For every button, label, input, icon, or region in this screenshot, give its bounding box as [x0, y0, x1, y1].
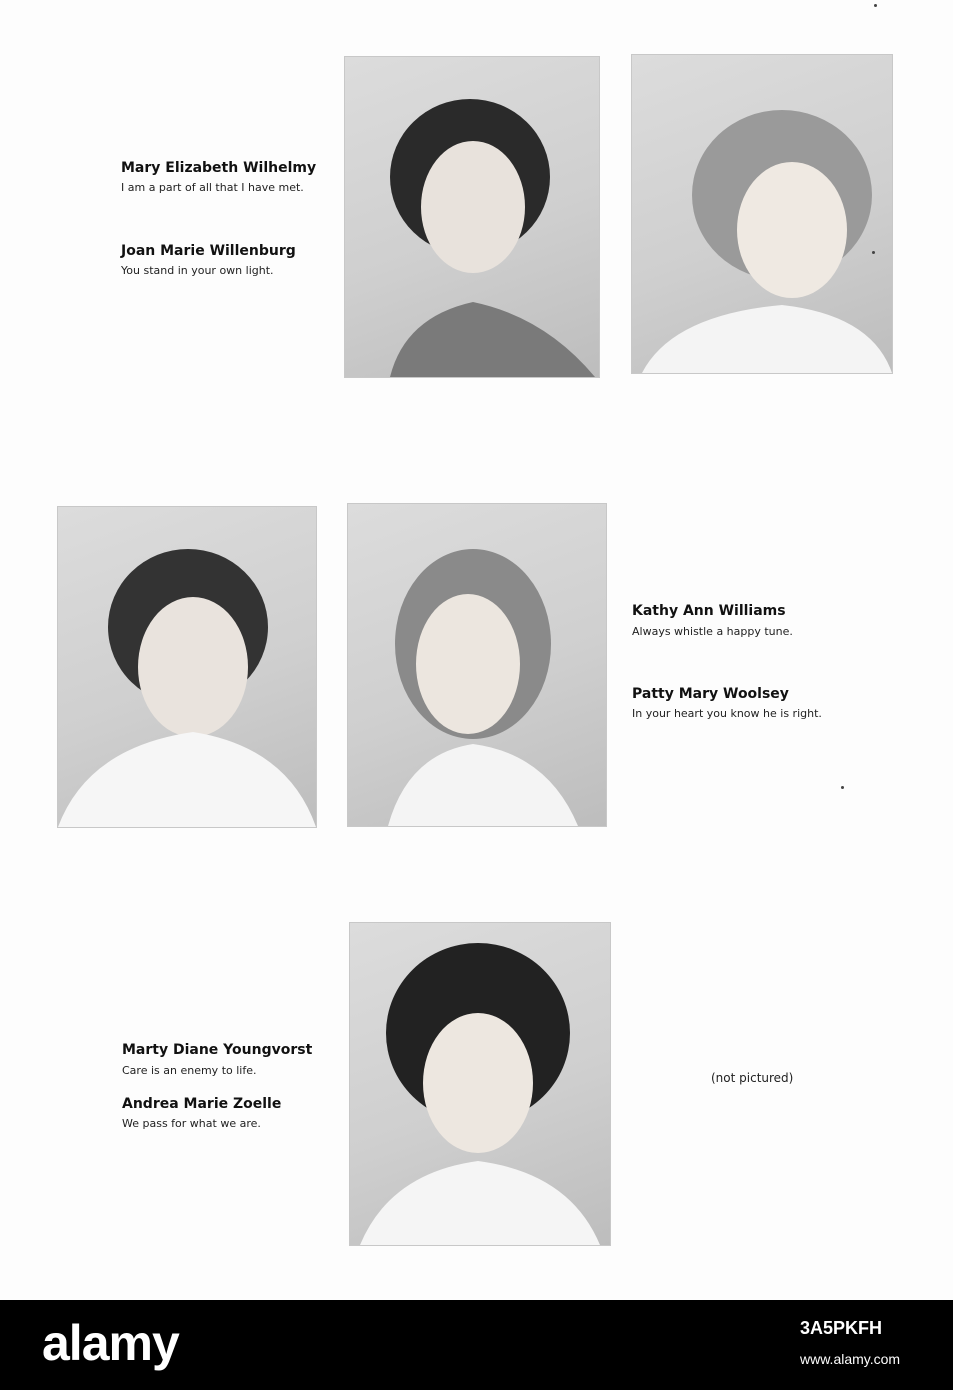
portrait-photo-5 — [349, 922, 611, 1246]
image-id: 3A5PKFH — [800, 1318, 883, 1338]
portrait-photo-1 — [344, 56, 600, 378]
not-pictured-label: (not pictured) — [711, 1071, 794, 1085]
student-quote: Care is an enemy to life. — [122, 1064, 257, 1077]
student-name: Kathy Ann Williams — [632, 603, 786, 619]
portrait-photo-3 — [57, 506, 317, 828]
student-quote: We pass for what we are. — [122, 1117, 261, 1130]
student-quote: I am a part of all that I have met. — [121, 181, 304, 194]
page-speck — [841, 786, 844, 789]
student-name: Patty Mary Woolsey — [632, 686, 789, 702]
student-name: Joan Marie Willenburg — [121, 243, 296, 259]
student-name: Andrea Marie Zoelle — [122, 1096, 282, 1112]
student-name: Marty Diane Youngvorst — [122, 1042, 313, 1058]
student-quote: Always whistle a happy tune. — [632, 625, 793, 638]
page-speck — [874, 4, 877, 7]
student-quote: In your heart you know he is right. — [632, 707, 822, 720]
page-speck — [872, 251, 875, 254]
student-name: Mary Elizabeth Wilhelmy — [121, 160, 317, 176]
alamy-logo: alamy — [42, 1315, 179, 1371]
watermark-url: www.alamy.com — [800, 1351, 901, 1367]
portrait-photo-2 — [631, 54, 893, 374]
portrait-photo-4 — [347, 503, 607, 827]
student-quote: You stand in your own light. — [121, 264, 274, 277]
